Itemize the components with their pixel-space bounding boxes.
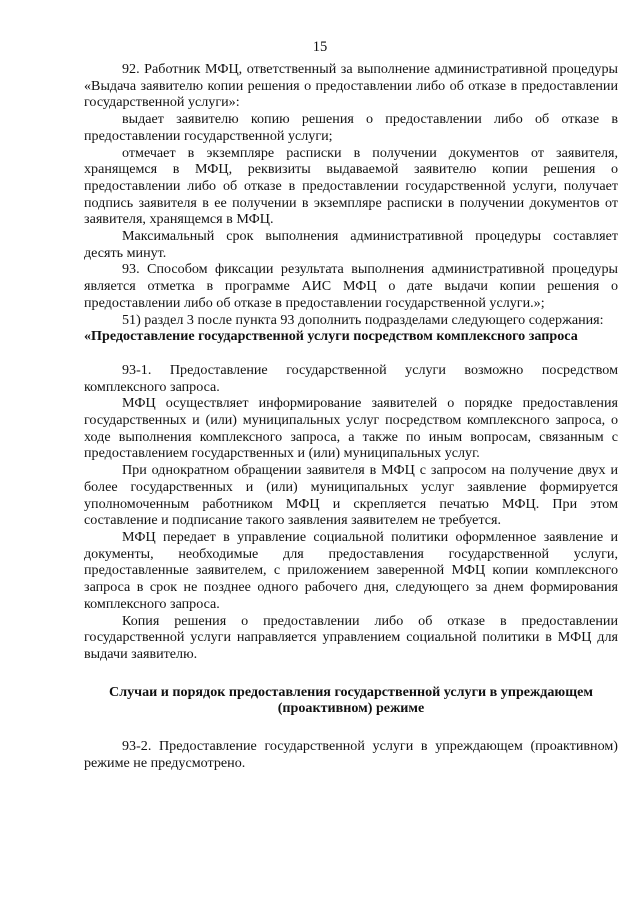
heading-proactive-mode: Случаи и порядок предоставления государственной услуги в упреждающем (проактивном) режиме [109,683,593,717]
spacer [84,345,618,362]
paragraph-decision-copy: Копия решения о предоставлении либо об отказе в предоставлении государственной услуги направляется управлением социальной политики в МФЦ для выдачи заявителю. [84,612,618,662]
paragraph-max-time: Максимальный срок выполнения административной процедуры составляет десять минут. [84,228,618,261]
paragraph-93-1: 93-1. Предоставление государственной услуги возможно посредством комплексного запроса. [84,361,618,395]
spacer [84,663,618,684]
heading-complex-request: «Предоставление государственной услуги посредством комплексного запроса [84,328,578,345]
paragraph-single-request: При однократном обращении заявителя в МФЦ с запросом на получение двух и более государственных и (или) муниципальных услуг заявление формируется уполномоченным работником МФЦ и скрепляется печатью МФЦ. При этом составление и подписание такого заявления заявителем не требуется. [84,462,618,529]
paragraph-mark-receipt: отмечает в экземпляре расписки в получении документов от заявителя, хранящемся в МФЦ, реквизиты выдаваемой заявителю копии решения о предоставлении либо об отказе в предоставлении государственной услуги, получает подпись заявителя в ее получении в экземпляре расписки в получении документов от заявителя, хранящемся в МФЦ. [84,144,618,228]
paragraph-mfc-informing: МФЦ осуществляет информирование заявителей о порядке предоставления государственных и (или) муниципальных услуг посредством комплексного запроса, о ходе выполнения комплексного запроса, а также по иным вопросам, связанным с предоставлением государственных и (или) муниципальных услуг. [84,395,618,462]
paragraph-51: 51) раздел 3 после пункта 93 дополнить подразделами следующего содержания: [122,311,604,328]
document-body [84,61,618,771]
page-number: 15 [312,39,328,55]
paragraph-issue-copy: выдает заявителю копию решения о предоставлении либо об отказе в предоставлении государственной услуги; [84,111,618,144]
spacer [84,717,618,738]
paragraph-93-2: 93-2. Предоставление государственной услуги в упреждающем (проактивном) режиме не предусмотрено. [84,738,618,771]
paragraph-92: 92. Работник МФЦ, ответственный за выполнение административной процедуры «Выдача заявителю копии решения о предоставлении либо об отказе в предоставлении государственной услуги»: [84,61,618,111]
paragraph-93: 93. Способом фиксации результата выполнения административной процедуры является отметка в программе АИС МФЦ о дате выдачи копии решения о предоставлении либо об отказе в предоставлении государственной услуги.»; [84,261,618,311]
paragraph-mfc-transfer: МФЦ передает в управление социальной политики оформленное заявление и документы, необходимые для предоставления государственной услуги, предоставленные заявителем, с приложением заверенной МФЦ копии комплексного запроса в срок не позднее одного рабочего дня, следующего за днем формирования комплексного запроса. [84,528,618,612]
